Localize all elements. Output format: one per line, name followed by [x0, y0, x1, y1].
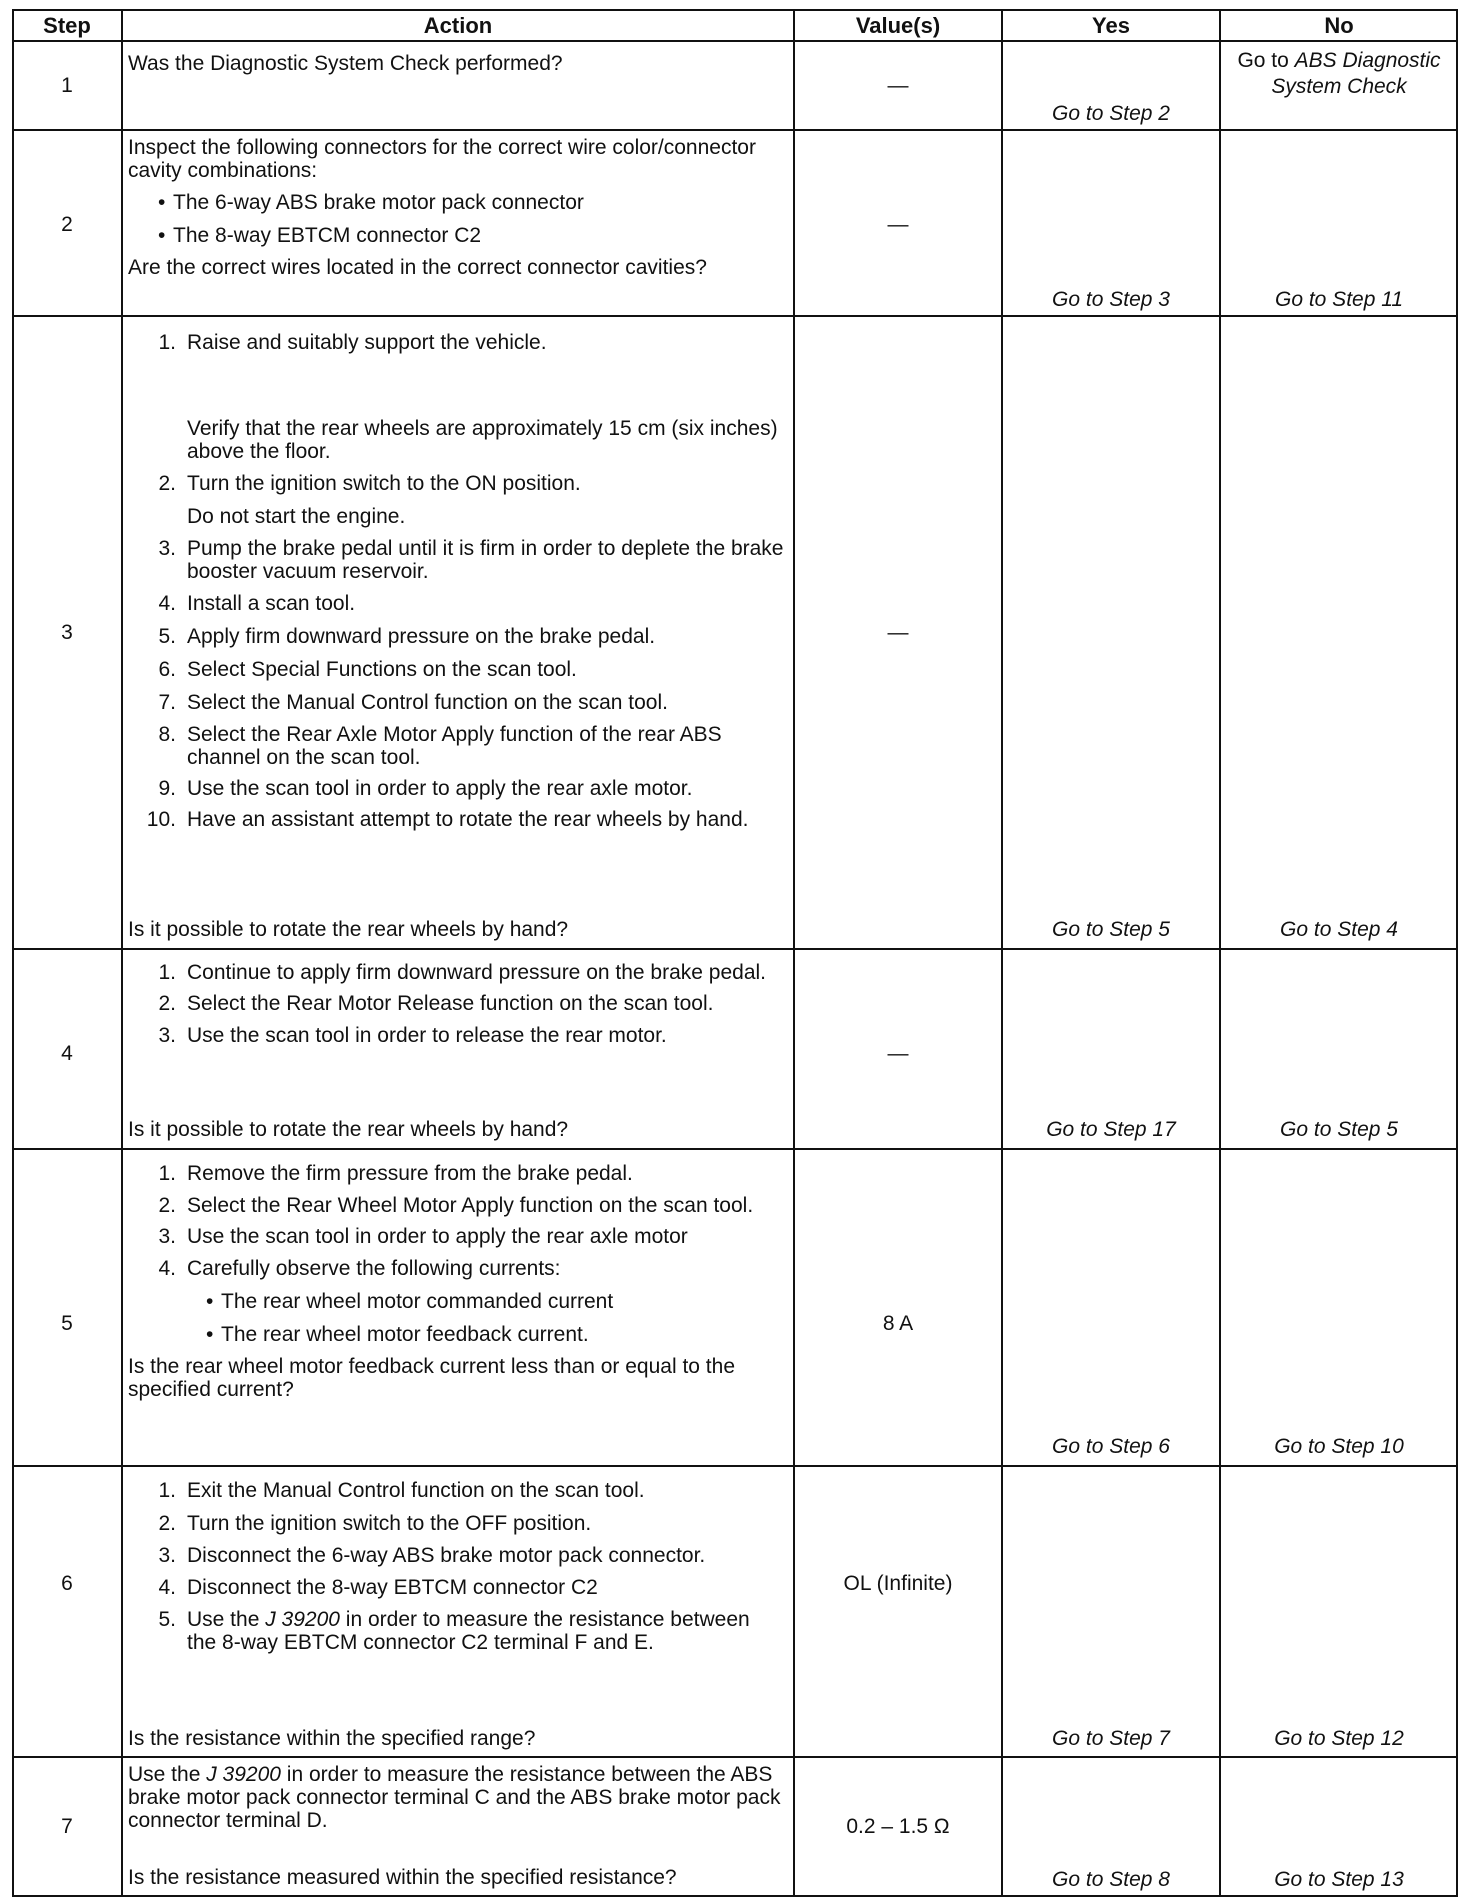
yes-goto: Go to Step 2	[1052, 102, 1170, 125]
value: 8 A	[882, 1312, 914, 1335]
list-item: 2. Select the Rear Motor Release function on the scan tool.	[158, 992, 714, 1015]
list-item: Do not start the engine.	[187, 505, 406, 528]
action-question: Is it possible to rotate the rear wheels by hand?	[128, 1118, 569, 1141]
list-item: 3. Use the scan tool in order to release the rear motor.	[158, 1024, 667, 1047]
list-item: 10. Have an assistant attempt to rotate the rear wheels by hand.	[146, 808, 749, 831]
step-number: 3	[61, 621, 73, 644]
action-question: Is it possible to rotate the rear wheels by hand?	[128, 918, 569, 941]
yes-goto: Go to Step 17	[1046, 1118, 1176, 1141]
action-text: Was the Diagnostic System Check performed?	[128, 52, 563, 75]
no-goto: Go to Step 11	[1274, 288, 1404, 311]
action-block	[128, 961, 788, 1048]
no-goto: Go to Step 13	[1274, 1868, 1404, 1891]
header-action: Action	[423, 13, 493, 38]
yes-goto: Go to Step 7	[1052, 1727, 1170, 1750]
step-number: 6	[61, 1572, 73, 1595]
list-item: 1. Remove the firm pressure from the brake pedal.	[158, 1162, 633, 1185]
list-item: 4. Install a scan tool.	[158, 592, 356, 615]
diagnostic-table	[12, 9, 1458, 1897]
list-item: 9. Use the scan tool in order to apply the rear axle motor.	[158, 777, 693, 800]
step-number: 4	[61, 1042, 73, 1065]
yes-goto: Go to Step 3	[1052, 288, 1170, 311]
no-goto	[1220, 48, 1458, 100]
value: —	[887, 621, 909, 644]
list-item: 4. Carefully observe the following currents:	[158, 1257, 561, 1280]
action-question: Is the resistance within the specified range?	[128, 1727, 536, 1750]
action-block	[128, 1478, 788, 1654]
header-values: Value(s)	[855, 13, 941, 38]
no-goto-prefix: Go to	[1237, 49, 1289, 72]
list-item: 3. Pump the brake pedal until it is firm in order to deplete the brake booster vacuum reservoir.	[158, 537, 784, 583]
value: OL (Infinite)	[843, 1572, 953, 1595]
list-item: • The rear wheel motor commanded current	[206, 1290, 614, 1313]
header-no: No	[1324, 13, 1354, 38]
no-goto: Go to Step 10	[1274, 1435, 1404, 1458]
no-goto: Go to Step 4	[1280, 918, 1398, 941]
action-block	[128, 1763, 788, 1832]
list-item: 5. Use the J 39200 in order to measure the resistance between the 8-way EBTCM connector C2 terminal F and E.	[158, 1608, 750, 1654]
step-number: 2	[61, 213, 73, 236]
list-item: 2. Turn the ignition switch to the ON position.	[158, 472, 581, 495]
list-item: 5. Apply firm downward pressure on the brake pedal.	[158, 625, 656, 648]
list-item: • The rear wheel motor feedback current.	[206, 1323, 589, 1346]
list-item: 1. Raise and suitably support the vehicle.	[158, 331, 547, 354]
tool-name: J 39200	[206, 1763, 281, 1786]
action-intro: Use the J 39200 in order to measure the resistance between the ABS brake motor pack connector terminal C and the ABS brake motor pack connector terminal D.	[128, 1763, 781, 1832]
list-item: 2. Turn the ignition switch to the OFF position.	[158, 1512, 592, 1535]
no-goto-link: ABS Diagnostic System Check	[1271, 49, 1441, 98]
value: —	[887, 74, 909, 97]
list-item: 8. Select the Rear Axle Motor Apply function of the rear ABS channel on the scan tool.	[158, 723, 722, 769]
header-step: Step	[43, 13, 91, 38]
yes-goto: Go to Step 8	[1052, 1868, 1170, 1891]
tool-name: J 39200	[265, 1608, 340, 1631]
yes-goto: Go to Step 6	[1052, 1435, 1170, 1458]
list-item: Verify that the rear wheels are approximately 15 cm (six inches) above the floor.	[187, 417, 778, 463]
no-goto: Go to Step 12	[1274, 1727, 1404, 1750]
list-item: • The 8-way EBTCM connector C2	[158, 224, 482, 247]
list-item: 3. Use the scan tool in order to apply the rear axle motor	[158, 1225, 688, 1248]
action-question: Are the correct wires located in the correct connector cavities?	[128, 256, 707, 279]
step-number: 7	[61, 1815, 73, 1838]
value: —	[887, 1042, 909, 1065]
action-question: Is the resistance measured within the specified resistance?	[128, 1866, 677, 1889]
list-item: 6. Select Special Functions on the scan tool.	[158, 658, 577, 681]
list-item: 1. Exit the Manual Control function on the scan tool.	[158, 1479, 645, 1502]
list-item: 7. Select the Manual Control function on the scan tool.	[158, 691, 668, 714]
list-item: 2. Select the Rear Wheel Motor Apply function on the scan tool.	[158, 1194, 754, 1217]
list-item: 1. Continue to apply firm downward pressure on the brake pedal.	[158, 961, 766, 984]
list-item: 3. Disconnect the 6-way ABS brake motor pack connector.	[158, 1544, 706, 1567]
action-block	[128, 1161, 788, 1401]
yes-goto: Go to Step 5	[1052, 918, 1170, 941]
list-item: 4. Disconnect the 8-way EBTCM connector C2	[158, 1576, 598, 1599]
step-number: 1	[61, 74, 73, 97]
action-block	[128, 330, 788, 831]
action-question: Is the rear wheel motor feedback current less than or equal to the specified current?	[128, 1355, 736, 1401]
action-block	[128, 136, 788, 279]
action-intro: Inspect the following connectors for the correct wire color/connector cavity combinations:	[128, 136, 756, 182]
value: 0.2 – 1.5 Ω	[846, 1815, 950, 1838]
no-goto: Go to Step 5	[1280, 1118, 1398, 1141]
list-item: • The 6-way ABS brake motor pack connector	[158, 191, 584, 214]
header-yes: Yes	[1092, 13, 1130, 38]
value: —	[887, 213, 909, 236]
step-number: 5	[61, 1312, 73, 1335]
